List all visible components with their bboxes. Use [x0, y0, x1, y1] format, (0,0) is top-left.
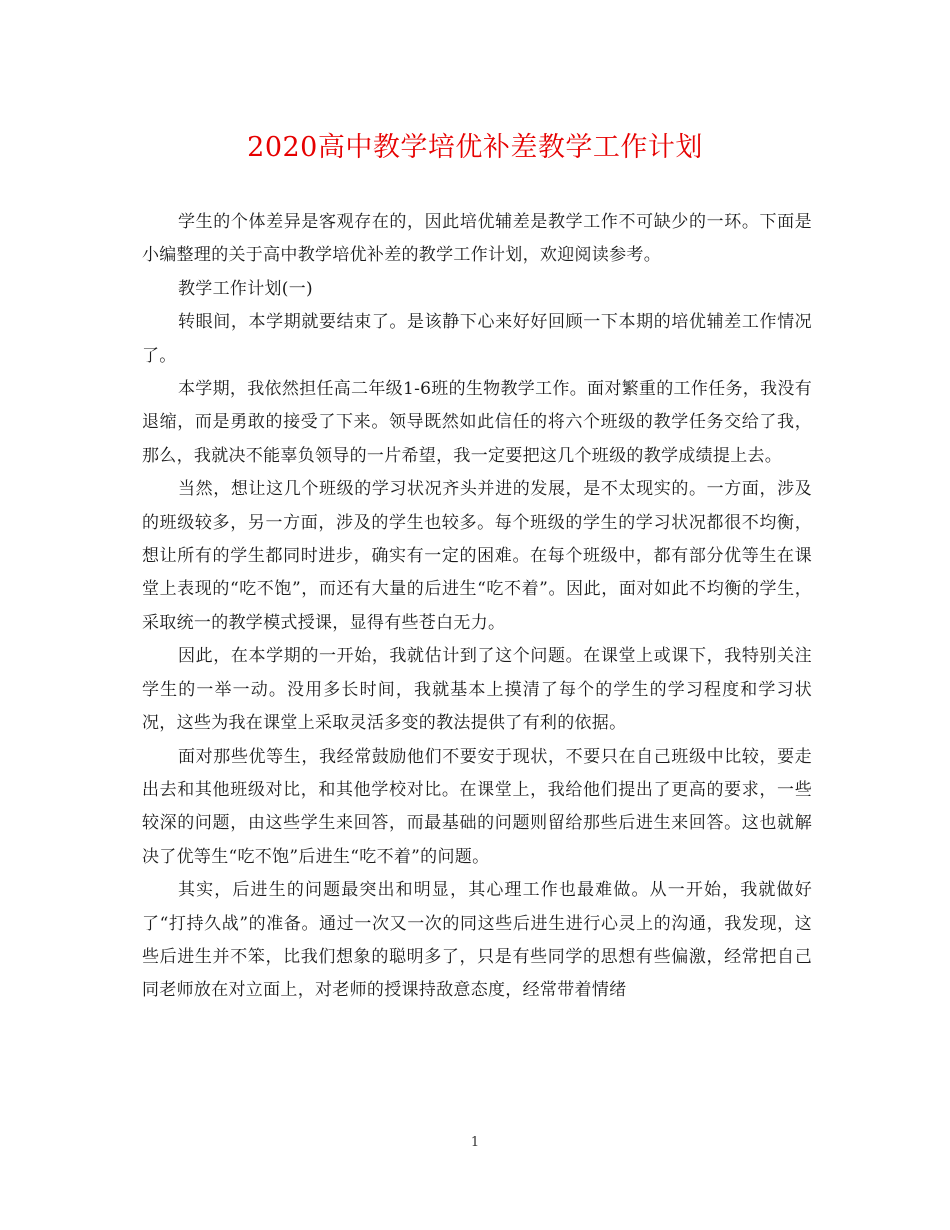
paragraph-intro: 学生的个体差异是客观存在的，因此培优辅差是教学工作不可缺少的一环。下面是小编整理的关于高中教学培优补差的教学工作计划，欢迎阅读参考。: [142, 212, 812, 266]
paragraph-section-heading: 教学工作计划(一): [178, 278, 313, 299]
document-body: [142, 206, 812, 1008]
page-number: 1: [470, 1135, 480, 1150]
document-title: 2020高中教学培优补差教学工作计划: [247, 132, 703, 163]
paragraph: 本学期，我依然担任高二年级1-6班的生物教学工作。面对繁重的工作任务，我没有退缩，而是勇敢的接受了下来。领导既然如此信任的将六个班级的教学任务交给了我，那么，我就决不能辜负领导的一片希望，我一定要把这几个班级的教学成绩提上去。: [142, 379, 812, 466]
paragraph: 转眼间，本学期就要结束了。是该静下心来好好回顾一下本期的培优辅差工作情况了。: [142, 312, 812, 366]
paragraph: 因此，在本学期的一开始，我就估计到了这个问题。在课堂上或课下，我特别关注学生的一举一动。没用多长时间，我就基本上摸清了每个的学生的学习程度和学习状况，这些为我在课堂上采取灵活多变的教法提供了有利的依据。: [142, 646, 812, 734]
paragraph: 其实，后进生的问题最突出和明显，其心理工作也最难做。从一开始，我就做好了“打持久战”的准备。通过一次又一次的同这些后进生进行心灵上的沟通，我发现，这些后进生并不笨，比我们想象的聪明多了，只是有些同学的思想有些偏激，经常把自己同老师放在对立面上，对老师的授课持敌意态度，经常带着情绪: [142, 880, 812, 1001]
paragraph: 当然，想让这几个班级的学习状况齐头并进的发展，是不太现实的。一方面，涉及的班级较多，另一方面，涉及的学生也较多。每个班级的学生的学习状况都很不均衡，想让所有的学生都同时进步，确实有一定的困难。在每个班级中，都有部分优等生在课堂上表现的“吃不饱”，而还有大量的后进生“吃不着”。因此，面对如此不均衡的学生，采取统一的教学模式授课，显得有些苍白无力。: [142, 479, 812, 633]
paragraph: 面对那些优等生，我经常鼓励他们不要安于现状，不要只在自己班级中比较，要走出去和其他班级对比，和其他学校对比。在课堂上，我给他们提出了更高的要求，一些较深的问题，由这些学生来回答，而最基础的问题则留给那些后进生来回答。这也就解决了优等生“吃不饱”后进生“吃不着”的问题。: [142, 746, 812, 867]
